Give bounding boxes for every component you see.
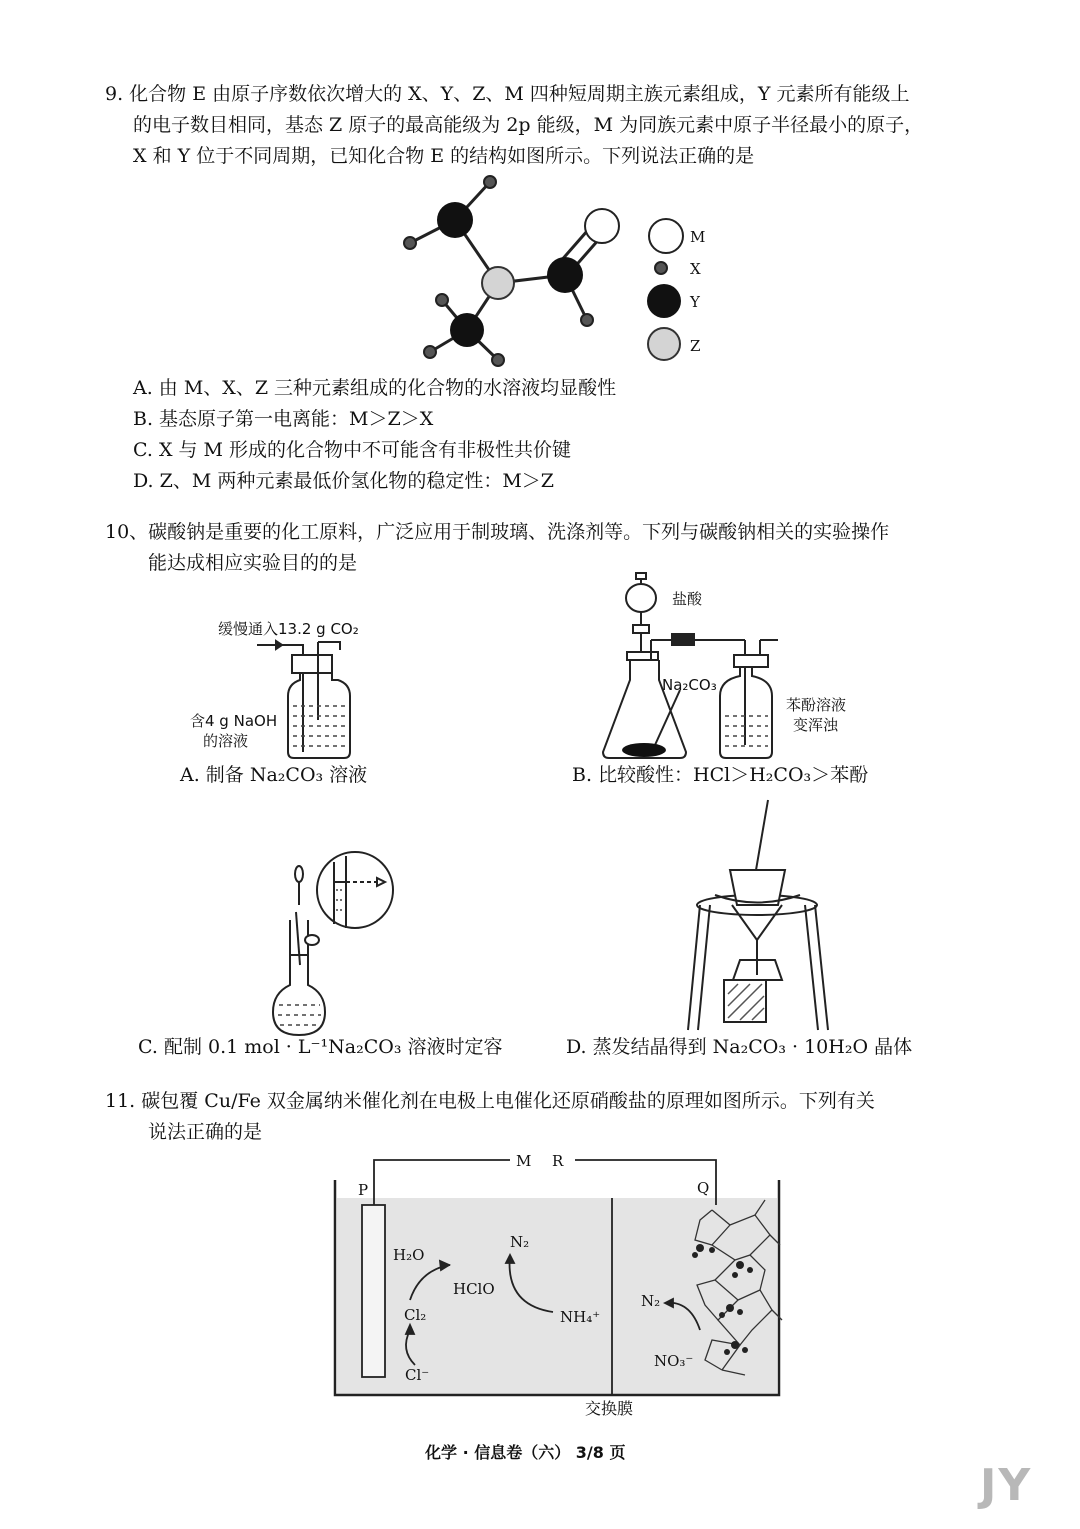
q10-line-1: 10、碳酸钠是重要的化工原料，广泛应用于制玻璃、洗涤剂等。下列与碳酸钠相关的实验操作: [105, 521, 890, 543]
legend-m-label: M: [690, 228, 706, 246]
q9-line-2: 的电子数目相同，基态 Z 原子的最高能级为 2p 能级，M 为同族元素中原子半径最小的原子，: [133, 114, 924, 136]
label-q: Q: [697, 1179, 710, 1197]
label-cl2: Cl₂: [404, 1306, 427, 1324]
label-cl-minus: Cl⁻: [405, 1366, 430, 1384]
label-n2-left: N₂: [510, 1233, 530, 1251]
label-m: M: [516, 1152, 532, 1170]
b-phenol-label-2: 变浑浊: [793, 716, 839, 734]
b-acid-label: 盐酸: [672, 590, 703, 608]
legend-x-label: X: [690, 260, 701, 278]
b-solid-label: Na₂CO₃: [662, 676, 717, 694]
q9-option-d[interactable]: D. Z、M 两种元素最低价氢化物的稳定性：M＞Z: [133, 470, 554, 492]
q9-option-a[interactable]: A. 由 M、X、Z 三种元素组成的化合物的水溶液均显酸性: [133, 377, 617, 399]
label-no3: NO₃⁻: [654, 1352, 694, 1370]
label-h2o: H₂O: [393, 1246, 425, 1264]
a-solution-label-2: 的溶液: [203, 732, 249, 750]
b-phenol-label-1: 苯酚溶液: [786, 696, 847, 714]
q9-option-c[interactable]: C. X 与 M 形成的化合物中不可能含有非极性共价键: [133, 439, 572, 461]
page-footer: 化学 · 信息卷（六） 3/8 页: [425, 1443, 626, 1462]
q9-line-1: 9. 化合物 E 由原子序数依次增大的 X、Y、Z、M 四种短周期主族元素组成，Y 元素所有能级上: [105, 83, 910, 105]
q11-line-2: 说法正确的是: [148, 1121, 263, 1143]
legend-z-label: Z: [690, 337, 701, 355]
legend-y-label: Y: [690, 293, 700, 311]
q10-option-d[interactable]: D. 蒸发结晶得到 Na₂CO₃ · 10H₂O 晶体: [566, 1036, 913, 1058]
label-n2-right: N₂: [641, 1292, 661, 1310]
label-p: P: [358, 1181, 369, 1199]
q11-line-1: 11. 碳包覆 Cu/Fe 双金属纳米催化剂在电极上电催化还原硝酸盐的原理如图所示。下列有关: [105, 1090, 875, 1112]
q9-line-3: X 和 Y 位于不同周期，已知化合物 E 的结构如图所示。下列说法正确的是: [133, 145, 755, 167]
q10-option-c[interactable]: C. 配制 0.1 mol · L⁻¹Na₂CO₃ 溶液时定容: [138, 1036, 503, 1058]
label-hclo: HClO: [453, 1280, 495, 1298]
membrane-label: 交换膜: [585, 1399, 634, 1418]
label-nh4: NH₄⁺: [560, 1308, 601, 1326]
watermark-logo: JY: [980, 1460, 1033, 1511]
q10-option-b[interactable]: B. 比较酸性：HCl＞H₂CO₃＞苯酚: [572, 764, 869, 786]
label-r: R: [552, 1152, 564, 1170]
q10-line-2: 能达成相应实验目的的是: [148, 552, 358, 574]
q10-option-a[interactable]: A. 制备 Na₂CO₃ 溶液: [180, 764, 368, 786]
q9-option-b[interactable]: B. 基态原子第一电离能：M＞Z＞X: [133, 408, 434, 430]
a-gas-label: 缓慢通入13.2 g CO₂: [218, 620, 359, 638]
a-solution-label-1: 含4 g NaOH: [190, 712, 278, 730]
